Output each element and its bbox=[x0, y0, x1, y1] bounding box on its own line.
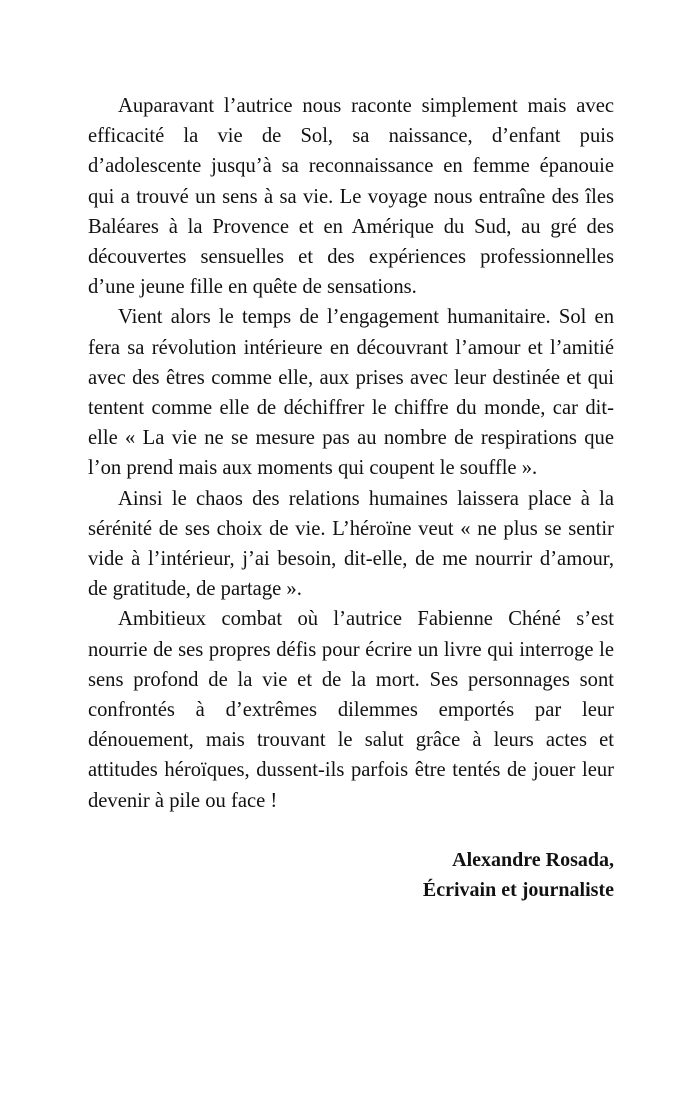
signature-role: Écrivain et journaliste bbox=[422, 878, 614, 901]
paragraph-3: Ainsi le chaos des relations humaines laissera place à la sérénité de ses choix de vie. L’héroïne veut « ne plus se sentir vide à l’intérieur, j’ai besoin, dit-elle, de me nourrir d’amour, de gratitude, de partage ». bbox=[88, 487, 614, 601]
page-body bbox=[88, 91, 614, 905]
signature-name: Alexandre Rosada, bbox=[452, 848, 614, 871]
paragraph-4: Ambitieux combat où l’autrice Fabienne Chéné s’est nourrie de ses propres défis pour écrire un livre qui interroge le sens profond de la vie et de la mort. Ses personnages sont confrontés à d’extrêmes dilemmes emportés par leur dénouement, mais trouvant le salut grâce à leurs actes et attitudes héroïques, dussent-ils parfois être tentés de jouer leur devenir à pile ou face ! bbox=[88, 608, 614, 812]
signature-block bbox=[88, 845, 614, 905]
paragraph-1: Auparavant l’autrice nous raconte simplement mais avec efficacité la vie de Sol, sa naissance, d’enfant puis d’adolescente jusqu’à sa reconnaissance en femme épanouie qui a trouvé un sens à sa vie. Le voyage nous entraîne des îles Baléares à la Provence et en Amérique du Sud, au gré des découvertes sensuelles et des expériences professionnelles d’une jeune fille en quête de sensations. bbox=[88, 95, 614, 299]
paragraph-2: Vient alors le temps de l’engagement humanitaire. Sol en fera sa révolution intérieure en découvrant l’amour et l’amitié avec des êtres comme elle, aux prises avec leur destinée et qui tentent comme elle de déchiffrer le chiffre du monde, car dit-elle « La vie ne se mesure pas au nombre de respirations que l’on prend mais aux moments qui coupent le souffle ». bbox=[88, 306, 614, 480]
